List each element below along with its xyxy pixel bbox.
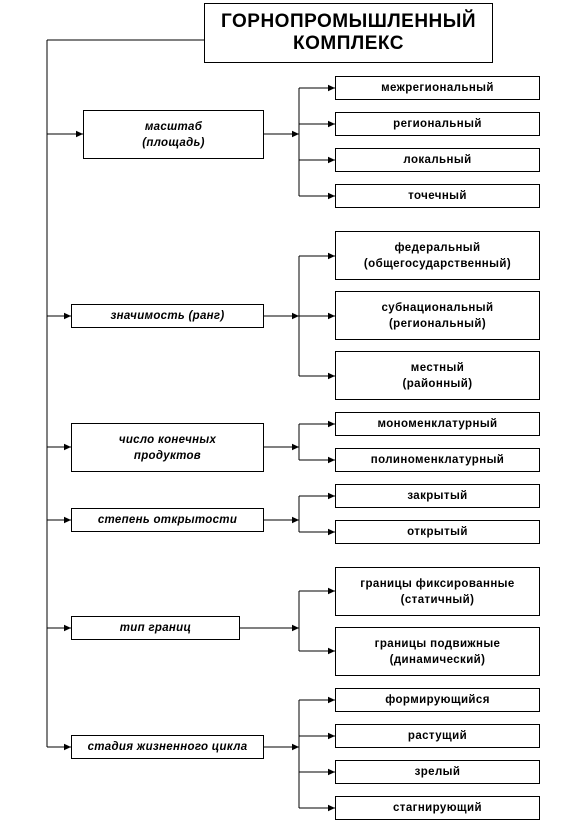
item-label: закрытый [407,490,468,502]
item-label: локальный [403,154,472,166]
item-box [335,448,540,472]
item-label: растущий [407,730,468,742]
root-title: ГОРНОПРОМЫШЛЕННЫЙ КОМПЛЕКС [220,11,477,54]
item-box [335,567,540,616]
category-label: число конечных продуктов [118,433,217,462]
item-label: межрегиональный [381,82,494,94]
category-box-openness [71,508,264,532]
item-label: границы подвижные (динамический) [374,637,501,666]
item-box [335,112,540,136]
root-title-box [204,3,493,63]
item-box [335,76,540,100]
item-box [335,351,540,400]
item-box [335,520,540,544]
item-box [335,291,540,340]
item-box [335,484,540,508]
category-label: тип границ [119,622,192,634]
item-label: зрелый [414,766,461,778]
item-box [335,688,540,712]
item-box [335,796,540,820]
category-box-scale [83,110,264,159]
item-label: мономенклатурный [377,418,498,430]
item-box [335,184,540,208]
item-box [335,627,540,676]
category-label: стадия жизненного цикла [87,741,248,753]
item-box [335,724,540,748]
category-box-lifecycle [71,735,264,759]
item-box [335,760,540,784]
category-label: значимость (ранг) [110,310,225,322]
item-label: формирующийся [385,694,490,706]
category-label: масштаб (площадь) [142,120,205,149]
item-box [335,231,540,280]
category-box-significance [71,304,264,328]
item-box [335,148,540,172]
item-label: местный (районный) [402,361,473,390]
item-label: субнациональный (региональный) [381,301,494,330]
item-box [335,412,540,436]
item-label: стагнирующий [393,802,482,814]
item-label: точечный [408,190,467,202]
item-label: региональный [393,118,482,130]
item-label: федеральный (общегосударственный) [363,241,512,270]
item-label: открытый [407,526,468,538]
item-label: полиноменклатурный [370,454,505,466]
category-label: степень открытости [97,514,238,526]
item-label: границы фиксированные (статичный) [360,577,515,606]
category-box-products [71,423,264,472]
category-box-boundaries [71,616,240,640]
